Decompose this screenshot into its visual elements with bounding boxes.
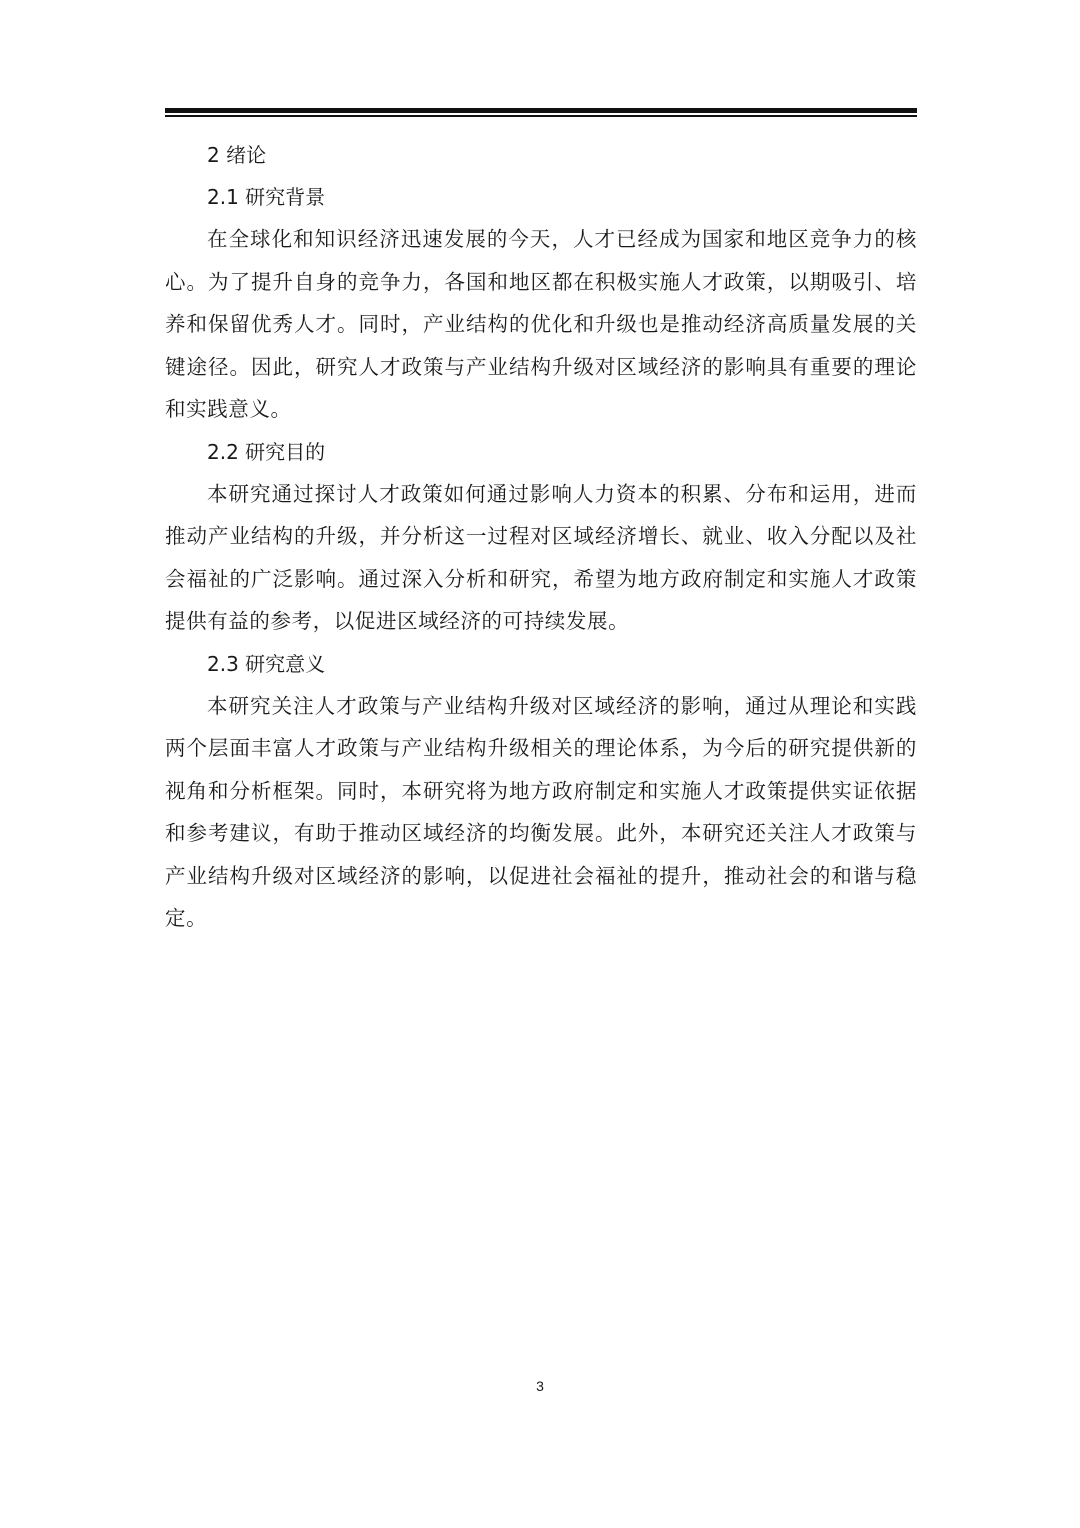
header-rule-thin — [165, 115, 917, 117]
section-heading-background: 2.1 研究背景 — [207, 185, 326, 209]
section-paragraph-background: 在全球化和知识经济迅速发展的今天，人才已经成为国家和地区竞争力的核心。为了提升自身的竞争力，各国和地区都在积极实施人才政策，以期吸引、培养和保留优秀人才。同时，产业结构的优化和升级也是推动经济高质量发展的关键途径。因此，研究人才政策与产业结构升级对区域经济的影响具有重要的理论和实践意义。 — [165, 227, 917, 421]
chapter-title: 2 绪论 — [207, 143, 267, 167]
header-rule — [165, 108, 917, 118]
section-paragraph-purpose: 本研究通过探讨人才政策如何通过影响人力资本的积累、分布和运用，进而推动产业结构的升级，并分析这一过程对区域经济增长、就业、收入分配以及社会福祉的广泛影响。通过深入分析和研究，希望为地方政府制定和实施人才政策提供有益的参考，以促进区域经济的可持续发展。 — [165, 481, 917, 633]
section-heading-significance: 2.3 研究意义 — [207, 651, 326, 676]
document-body — [165, 134, 917, 940]
header-rule-thick — [165, 108, 917, 113]
section-heading-purpose: 2.2 研究目的 — [207, 439, 326, 464]
section-paragraph-significance: 本研究关注人才政策与产业结构升级对区域经济的影响，通过从理论和实践两个层面丰富人才政策与产业结构升级相关的理论体系，为今后的研究提供新的视角和分析框架。同时，本研究将为地方政府制定和实施人才政策提供实证依据和参考建议，有助于推动区域经济的均衡发展。此外，本研究还关注人才政策与产业结构升级对区域经济的影响，以促进社会福祉的提升，推动社会的和谐与稳定。 — [165, 693, 917, 930]
page-number: 3 — [536, 1378, 544, 1394]
